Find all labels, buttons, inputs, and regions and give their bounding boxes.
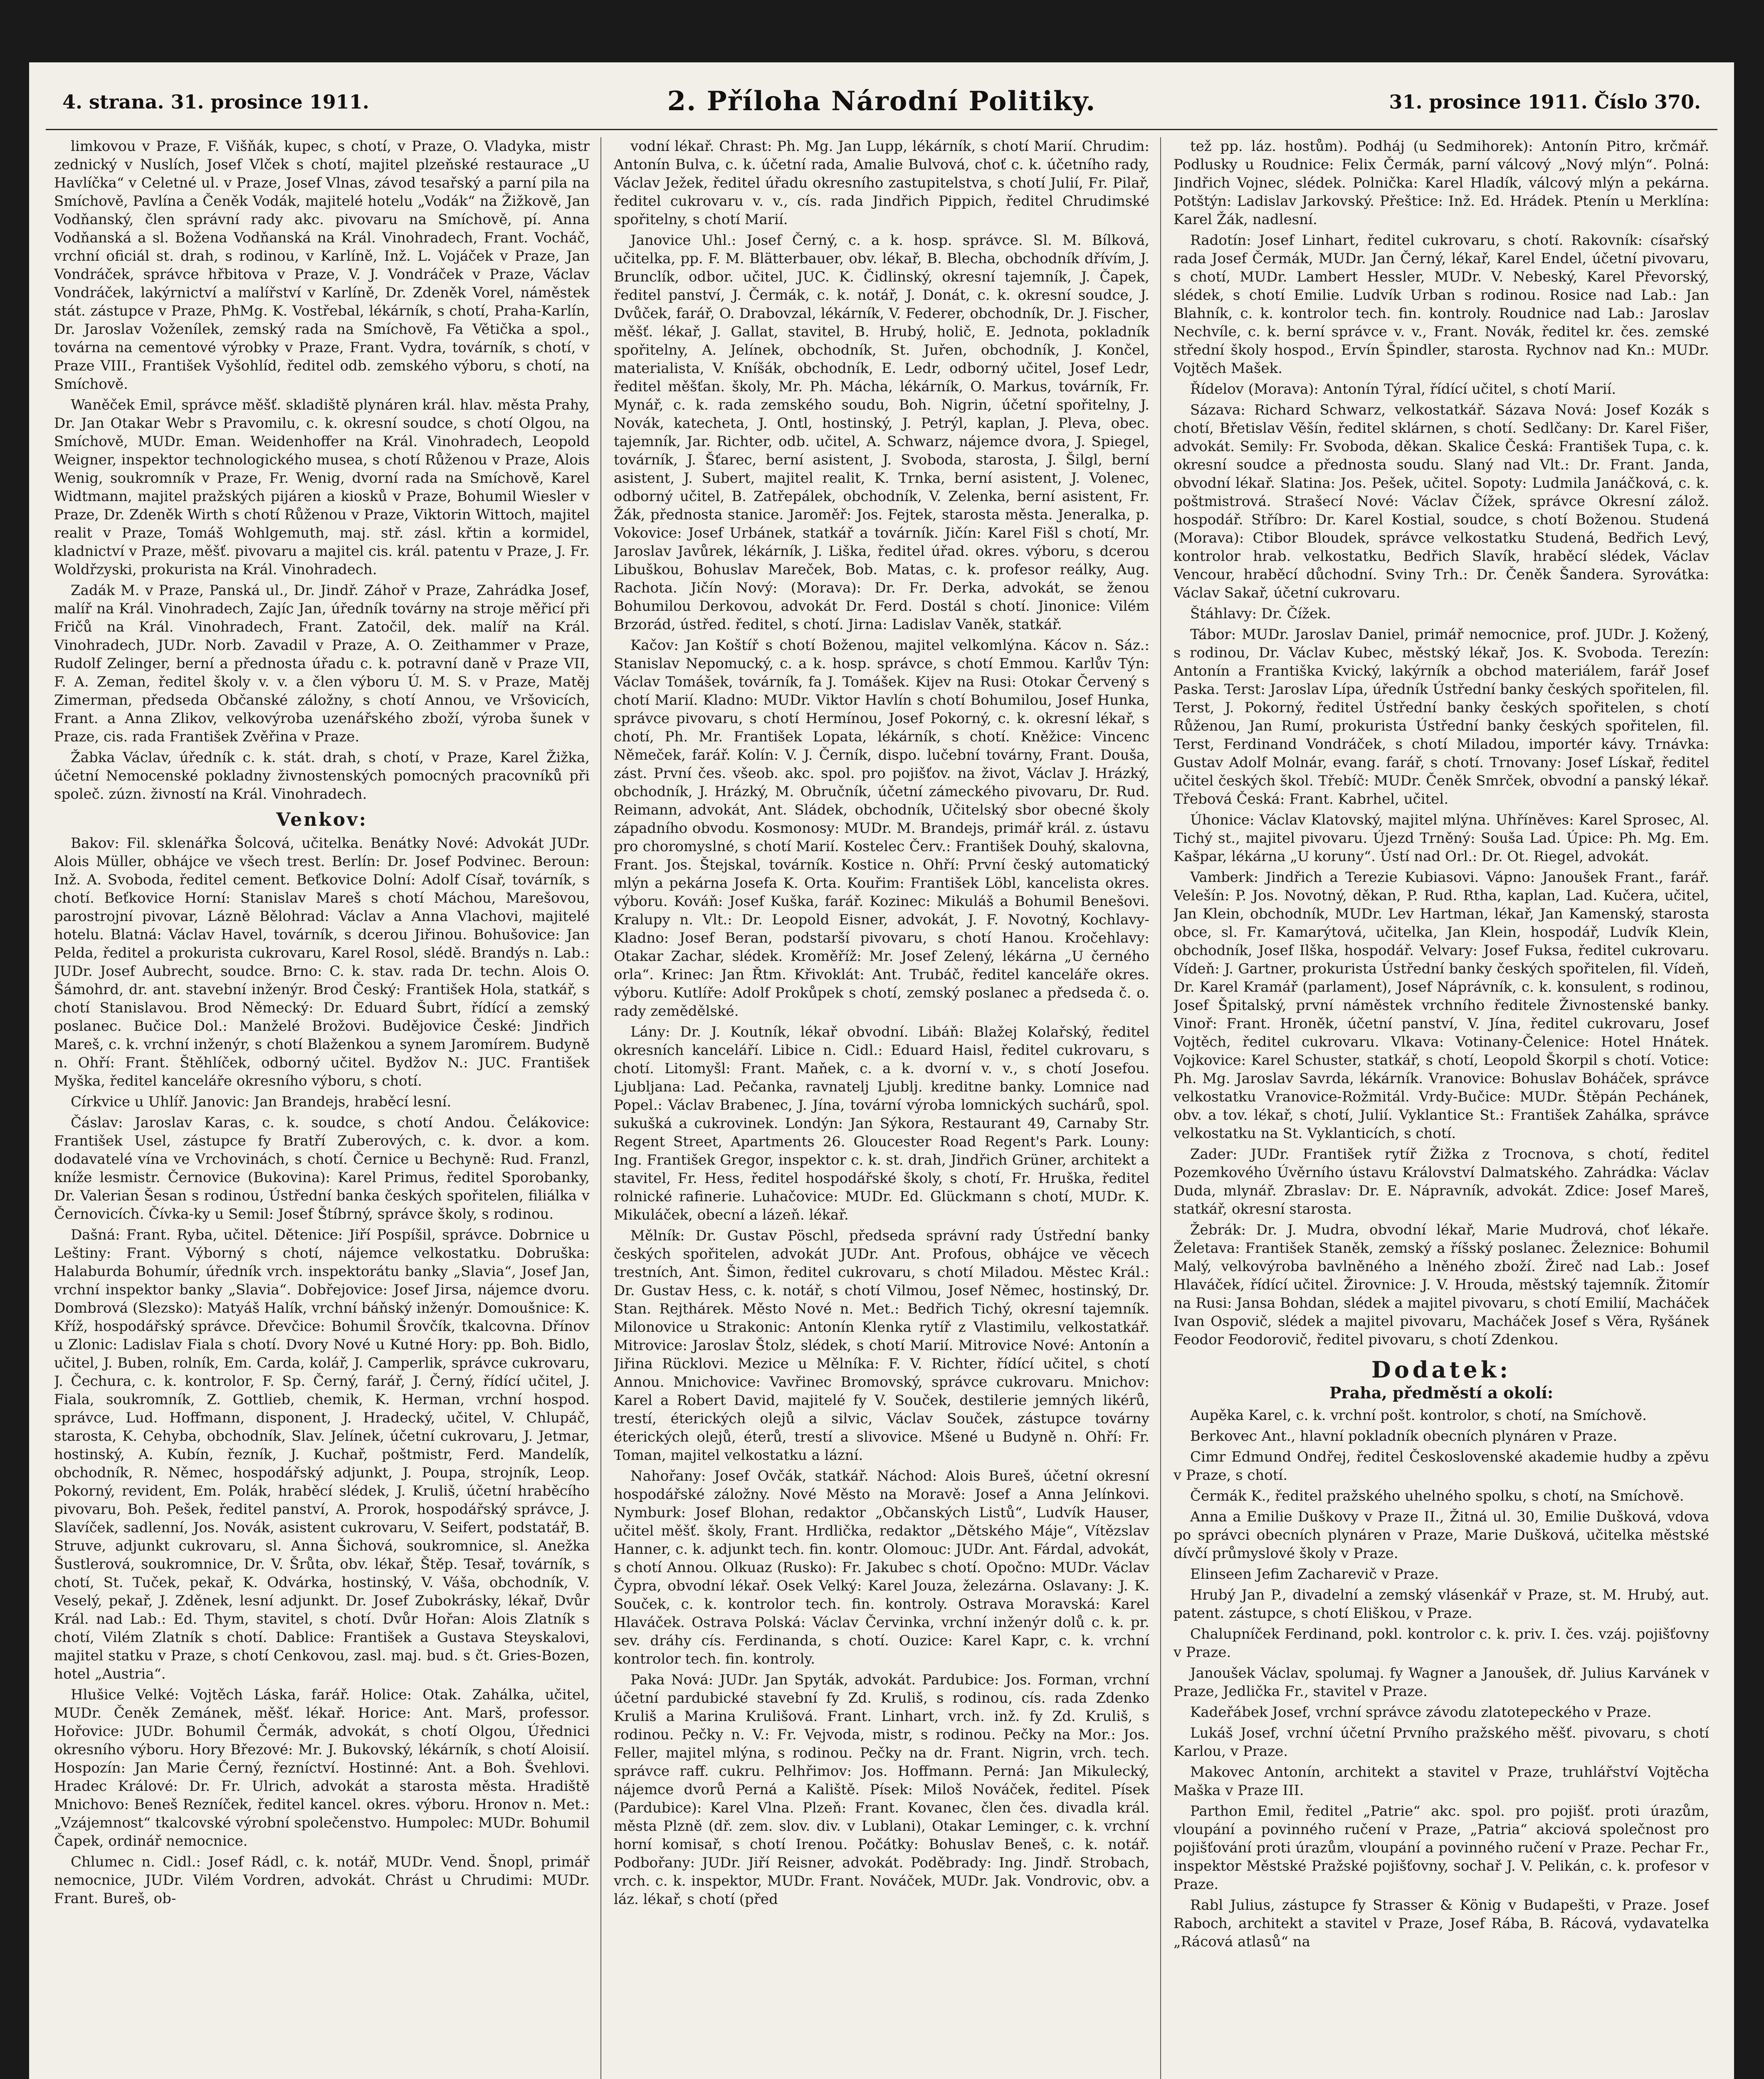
paragraph: Úhonice: Václav Klatovský, majitel mlýna. Uhříněves: Karel Sprosec, Al. Tichý st., majitel pivovaru. Újezd Trněný: Souša Lad. Úpice: Ph. Mg. Em. Kašpar, lékárna „U koruny“. Ústí nad Orl.: Dr. Ot. Riegel, advokát. — [1174, 812, 1709, 865]
paragraph: Berkovec Ant., hlavní pokladník obecních plynáren v Praze. — [1190, 1428, 1618, 1444]
paragraph: Lukáš Josef, vrchní účetní Prvního pražského měšť. pivovaru, s chotí Karlou, v Praze. — [1174, 1725, 1709, 1760]
paragraph: Chlumec n. Cidl.: Josef Rádl, c. k. notář, MUDr. Vend. Šnopl, primář nemocnice, JUDr. Vilém Vordren, advokát. Chrást u Chrudimi: MUDr. Frant. Bureš, ob- — [54, 1854, 590, 1907]
publication-title: 2. Příloha Národní Politiky. — [667, 86, 1096, 117]
paragraph: Církvice u Uhlíř. Janovic: Jan Brandejs, hraběcí lesní. — [71, 1094, 452, 1110]
paragraph: Vamberk: Jindřich a Terezie Kubiasovi. Vápno: Janoušek Frant., farář. Velešín: P. Jos. Novotný, děkan, P. Rud. Rtha, kaplan, Lad. Kučera, učitel, Jan Klein, obchodník, MUDr. Lev Hartman, lékař, Jan Kamenský, starosta obce, sl. Fr. Kamarýtová, učitelka, Jan Klein, hospodář, Ludvík Klein, obchodník, Josef Ilška, hospodář. Velvary: Josef Fuksa, ředitel cukrovaru. Vídeň: J. Gartner, prokurista Ústřední banky českých spořitelen, fil. Vídeň, Dr. Karel Kramář (parlament), Josef Náprávník, c. k. konsulent, s rodinou, Josef Špitalský, první náměstek vrchního ředitele Živnostenské banky. Vinoř: Frant. Hroněk, účetní panství, V. Jína, ředitel cukrovaru, Josef Vojtěch, ředitel cukrovaru. Vlkava: Votinany-Čelenice: Hotel Hnátek. Vojkovice: Karel Schuster, statkář, s chotí, Leopold Škorpil s chotí. Votice: Ph. Mg. Jaroslav Savrda, lékárník. Vranovice: Bohuslav Boháček, správce velkostatku Vranovice-Rožmitál. Vrdy-Bučice: MUDr. Štěpán Pechánek, obv. a tov. lékař, s chotí, Julií. Vyklantice St.: František Zahálka, správce velkostatku na St. Vyklanticích, s chotí. — [1174, 869, 1709, 1142]
paragraph: Zadák M. v Praze, Panská ul., Dr. Jindř. Záhoř v Praze, Zahrádka Josef, malíř na Král. Vinohradech, Zajíc Jan, úředník továrny na stroje měřicí při Fričů na Král. Vinohradech, Frant. Zatočil, dek. malíř na Král. Vinohradech, JUDr. Norb. Zavadil v Praze, A. O. Zeithammer v Praze, Rudolf Zelinger, berní a přednosta úřadu c. k. potravní daně v Praze VII, F. A. Zeman, ředitel školy v. v. a člen výboru Ú. M. S. v Praze, Matěj Zimerman, předseda Občanské záložny, s chotí Annou, ve Vršovicích, Frant. a Anna Zlikov, velkovýroba uzenářského zboží, výroba šunek v Praze, cis. rada František Zvěřina v Praze. — [54, 582, 590, 745]
paragraph: Mělník: Dr. Gustav Pöschl, předseda správní rady Ústřední banky českých spořitelen, advokát JUDr. Ant. Profous, obhájce ve věcech trestních, Ant. Šimon, ředitel cukrovaru, s chotí Miladou. Městec Král.: Dr. Gustav Hess, c. k. notář, s chotí Vilmou, Josef Němec, hostinský, Dr. Stan. Rejthárek. Město Nové n. Met.: Bedřich Tichý, okresní tajemník. Milonovice u Strakonic: Antonín Klenka rytíř z Vlastimilu, velkostatkář. Mitrovice: Jaroslav Štolz, slédek, s chotí Marií. Mitrovice Nové: Antonín a Jiřina Rücklovi. Mezice u Mělníka: F. V. Richter, řídící učitel, s chotí Annou. Mnichovice: Vavřinec Bromovský, správce cukrovaru. Mnichov: Karel a Robert David, majitelé fy V. Souček, destilerie jemných likérů, trestí, éterických olejů a silvic, Václav Souček, zástupce továrny éterických olejů, éterů, trestí a slivovice. Mšené u Budyně n. Ohří: Fr. Toman, majitel velkostatku a lázní. — [614, 1227, 1149, 1464]
newspaper-page — [29, 62, 1734, 2079]
paragraph: Dašná: Frant. Ryba, učitel. Dětenice: Jiří Pospíšil, správce. Dobrnice u Leštiny: Frant. Výborný s chotí, nájemce velkostatku. Dobruška: Halaburda Bohumír, úředník vrch. inspektorátu banky „Slavia“, Josef Jan, vrchní inspektor banky „Slavia“. Dobřejovice: Josef Jirsa, nájemce dvoru. Dombrová (Slezsko): Matyáš Halík, vrchní báňský inženýr. Domoušnice: K. Kříž, hospodářský správce. Dřevčice: Bohumil Šrovčík, tkalcovna. Dřínov u Zlonic: Ladislav Fiala s chotí. Dvory Nové u Kutné Hory: pp. Boh. Bidlo, učitel, J. Buben, rolník, Em. Carda, kolář, J. Camperlik, správce cukrovaru, J. Čechura, c. k. kontrolor, F. Sp. Černý, farář, J. Černý, řídící učitel, J. Fiala, soukromník, Z. Gottlieb, chemik, K. Herman, vrchní hospod. správce, Lud. Hoffmann, disponent, J. Hradecký, učitel, V. Chlupáč, starosta, K. Cehyba, obchodník, Slav. Jelínek, účetní cukrovaru, J. Jetmar, hostinský, A. Kubín, řezník, J. Kuchař, poštmistr, Ferd. Mandelík, obchodník, R. Němec, hospodářský adjunkt, J. Poupa, strojník, Leop. Pokorný, revident, Em. Polák, hraběcí slédek, J. Kruliš, účetní hraběcího pivovaru, Boh. Pešek, ředitel panství, A. Prorok, hospodářský správce, J. Slavíček, sadlenní, Jos. Novák, asistent cukrovaru, V. Seifert, podstatář, B. Struve, adjunkt cukrovaru, sl. Anna Šichová, soukromnice, sl. Anežka Šustlerová, soukromnice, Dr. V. Šrůta, obv. lékař, Štěp. Tesař, továrník, s chotí, St. Tuček, pekař, K. Odvárka, hostinský, V. Váša, obchodník, V. Veselý, pekař, J. Zděnek, lesní adjunkt. Dr. Josef Zubokrásky, lékař, Dvůr Král. nad Lab.: Ed. Thym, stavitel, s chotí. Dvůr Hořan: Alois Zlatník s chotí, Vilém Zlatník s chotí. Dablice: František a Gustava Steyskalovi, majitel statku v Praze, s chotí Cenkovou, zasl. maj. bud. s čt. Gries-Bozen, hotel „Austria“. — [54, 1227, 590, 1682]
section-heading-venkov: Venkov: — [276, 809, 368, 830]
paragraph: Chalupníček Ferdinand, pokl. kontrolor c. k. priv. I. čes. vzáj. pojišťovny v Praze. — [1174, 1626, 1709, 1661]
paragraph: Štáhlavy: Dr. Čížek. — [1190, 605, 1331, 622]
paragraph: Anna a Emilie Duškovy v Praze II., Žitná ul. 30, Emilie Dušková, vdova po správci obecních plynáren v Praze, Marie Dušková, učitelka městské dívčí průmyslové školy v Praze. — [1174, 1509, 1709, 1562]
paragraph: Řídelov (Morava): Antonín Týral, řídící učitel, s chotí Marií. — [1190, 381, 1616, 398]
paragraph: limkovou v Praze, F. Višňák, kupec, s chotí, v Praze, O. Vladyka, mistr zednický v Nuslích, Josef Vlček s chotí, majitel plzeňské restaurace „U Havlíčka“ v Celetné ul. v Praze, Josef Vlnas, závod tesařský a parní pila na Smíchově, Pavlína a Čeněk Vodák, majitelé hotelu „Vodák“ na Žižkově, Jan Vodňanský, člen správní rady akc. pivovaru na Smíchově, pí. Anna Vodňanská a sl. Božena Vodňanská na Král. Vinohradech, Frant. Vocháč, vrchní oficiál st. drah, s rodinou, v Karlíně, Inž. L. Vojáček v Praze, Jan Vondráček, správce hřbitova v Praze, V. J. Vondráček v Praze, Václav Vondráček, lakýrnictví a malířství v Karlíně, Dr. Zdeněk Vorel, náměstek stát. zástupce v Praze, PhMg. K. Vostřebal, lékárník, s chotí, Praha-Karlín, Dr. Jaroslav Voženílek, zemský rada na Smíchově, Fa Větička a spol., továrna na cementové výrobky v Praze, Frant. Vydra, továrník, s chotí, v Praze VIII., František Vyšohlíd, ředitel odb. zemského výboru, s chotí, na Smíchově. — [54, 138, 590, 393]
masthead — [46, 79, 1717, 130]
paragraph: Rabl Julius, zástupce fy Strasser & König v Budapešti, v Praze. Josef Raboch, architekt a stavitel v Praze, Josef Rába, B. Rácová, vydavatelka „Rácová atlasů“ na — [1174, 1897, 1709, 1950]
paragraph: Nahořany: Josef Ovčák, statkář. Náchod: Alois Bureš, účetní okresní hospodářské záložny. Nové Město na Moravě: Josef a Anna Jelínkovi. Nymburk: Josef Blohan, redaktor „Občanských Listů“, Ludvík Hauser, učitel měšť. školy, Frant. Hrdlička, redaktor „Dětského Máje“, Vítězslav Hanner, c. k. adjunkt tech. fin. kontr. Olomouc: JUDr. Ant. Fárdal, advokát, s chotí Annou. Olkuaz (Rusko): Fr. Jakubec s chotí. Opočno: MUDr. Václav Čypra, obvodní lékař. Osek Velký: Karel Jouza, železárna. Oslavany: J. K. Souček, c. k. kontrolor tech. fin. kontroly. Ostrava Moravská: Karel Hlaváček. Ostrava Polská: Václav Červinka, vrchní inženýr dolů c. k. pr. sev. dráhy cís. Ferdinanda, s chotí. Ouzice: Karel Kapr, c. k. vrchní kontrolor tech. fin. kontroly. — [614, 1468, 1149, 1667]
paragraph: Čermák K., ředitel pražského uhelného spolku, s chotí, na Smíchově. — [1190, 1488, 1684, 1504]
paragraph: Hrubý Jan P., divadelní a zemský vlásenkář v Praze, st. M. Hrubý, aut. patent. zástupce, s chotí Eliškou, v Praze. — [1174, 1587, 1709, 1622]
paragraph: Kadeřábek Josef, vrchní správce závodu zlatotepeckého v Praze. — [1190, 1704, 1652, 1721]
paragraph: tež pp. láz. hostům). Podháj (u Sedmihorek): Antonín Pitro, krčmář. Podlusky u Roudnice: Felix Čermák, parní válcový „Nový mlýn“. Polná: Jindřich Vojnec, slédek. Polnička: Karel Hladík, válcový mlýn a pekárna. Potštýn: Ladislav Jarkovský. Přeštice: Inž. Ed. Hrádek. Ptenín u Merklína: Karel Žák, nadlesní. — [1174, 138, 1709, 228]
paragraph: Zader: JUDr. František rytíř Žižka z Trocnova, s chotí, ředitel Pozemkového Úvěrního ústavu Království Dalmatského. Zahrádka: Václav Duda, mlynář. Zbraslav: Dr. E. Nápravník, advokát. Zdice: Josef Mareš, statkář, okresní starosta. — [1174, 1146, 1709, 1217]
paragraph: Cimr Edmund Ondřej, ředitel Československé akademie hudby a zpěvu v Praze, s chotí. — [1174, 1449, 1709, 1484]
column-3 — [1174, 137, 1709, 2079]
paragraph: Žebrák: Dr. J. Mudra, obvodní lékař, Marie Mudrová, choť lékaře. Želetava: František Staněk, zemský a říšský poslanec. Železnice: Bohumil Malý, velkovýroba bavlněného a lněného zboží. Žireč nad Lab.: Josef Hlaváček, řídící učitel. Žirovnice: J. V. Hrouda, městský tajemník. Žitomír na Rusi: Jansa Bohdan, slédek a majitel pivovaru, s chotí Emilií, Macháček Ivan Ospovič, slédek a majitel pivovaru, Macháček Josef s Věra, Ryšánek Feodor Feodorovič, ředitel pivovaru, s chotí Zdenkou. — [1174, 1222, 1709, 1348]
paragraph: Sázava: Richard Schwarz, velkostatkář. Sázava Nová: Josef Kozák s chotí, Břetislav Věšín, ředitel sklárnen, s chotí. Sedlčany: Dr. Karel Fišer, advokát. Semily: Fr. Svoboda, děkan. Skalice Česká: František Tupa, c. k. okresní soudce a přednosta soudu. Slaný nad Vlt.: Dr. Frant. Janda, obvodní lékař. Slatina: Jos. Pešek, učitel. Sopoty: Ludmila Janáčková, c. k. poštmistrová. Strašecí Nové: Václav Čížek, správce Okresní zálož. hospodář. Stříbro: Dr. Karel Kostial, soudce, s chotí Boženou. Studená (Morava): Ctibor Bloudek, správce velkostatku Studená, Bedřich Levý, kontrolor hrab. velkostatku, Bedřich Slavík, hraběcí slédek, Václav Vencour, hraběcí důchodní. Sviny Trh.: Dr. Čeněk Šandera. Syrovátka: Václav Sakař, účetní cukrovaru. — [1174, 402, 1709, 601]
section-heading-dodatek: Dodatek: — [1371, 1356, 1512, 1383]
paragraph: Parthon Emil, ředitel „Patrie“ akc. spol. pro pojišť. proti úrazům, vloupání a povinného ručení v Praze, „Patria“ akciová společnost pro pojišťování proti úrazům, vloupání a povinného ručení v Praze. Pechar Fr., inspektor Městské Pražské pojišťovny, sochař J. V. Pelikán, c. k. profesor v Praze. — [1174, 1803, 1709, 1893]
paragraph: Lány: Dr. J. Koutník, lékař obvodní. Libáň: Blažej Kolařský, ředitel okresních kanceláří. Libice n. Cidl.: Eduard Haisl, ředitel cukrovaru, s chotí. Litomyšl: Frant. Maňek, c. a k. dvorní v. v., s chotí Josefou. Ljubljana: Lad. Pečanka, ravnatelj Ljublj. kreditne banky. Lomnice nad Popel.: Václav Brabenec, J. Jína, tovární výroba lomnických suchárů, spol. sukušká a cukrovinek. Londýn: Jan Sýkora, Restaurant 49, Carnaby Str. Regent Street, Apartments 26. Gloucester Road Regent's Park. Louny: Ing. František Gregor, inspektor c. k. st. drah, Jindřich Grüner, architekt a stavitel, Fr. Hess, ředitel hospodářské školy, s chotí, Fr. Hruška, ředitel rolnické rafinerie. Luhačovice: MUDr. Ed. Glückmann s chotí, MUDr. K. Mikuláček, obecní a lázeň. lékař. — [614, 1024, 1149, 1223]
column-1 — [54, 137, 601, 2079]
paragraph: Janovice Uhl.: Josef Černý, c. a k. hosp. správce. Sl. M. Bílková, učitelka, pp. F. M. Blätterbauer, obv. lékař, B. Blecha, obchodník dřívím, J. Brunclík, odbor. učitel, JUC. K. Čidlinský, okresní tajemník, J. Čapek, ředitel panství, J. Čermák, c. k. notář, J. Donát, c. k. okresní soudce, J. Dvůček, farář, O. Drabovzal, lékárník, V. Federer, obchodník, Dr. J. Fischer, měšť. lékař, J. Gallat, stavitel, B. Hrubý, holič, E. Jednota, pokladník spořitelny, A. Jelínek, obchodník, St. Juřen, obchodník, J. Končel, materialista, V. Kníšák, obchodník, E. Ledr, odborný učitel, Josef Ledr, ředitel měšťan. školy, Mr. Ph. Mácha, lékárník, O. Markus, továrník, Fr. Mynář, c. k. rada zemského soudu, Boh. Nigrin, účetní spořitelny, J. Novák, katecheta, J. Ontl, hostinský, J. Petrýl, kaplan, J. Pleva, obec. tajemník, Jar. Richter, odb. učitel, A. Schwarz, nájemce dvora, J. Spiegel, továrník, J. Šťarec, berní asistent, J. Svoboda, starosta, J. Šilgl, berní asistent, J. Subert, majitel realit, K. Trnka, berní asistent, J. Volenec, odborný učitel, B. Zatřepálek, obchodník, V. Zelenka, berní asistent, Fr. Žák, přednosta stanice. Jaroměř: Jos. Fejtek, starosta města. Jeneralka, p. Vokovice: Josef Urbánek, statkář a továrník. Jičín: Karel Fišl s chotí, Mr. Jaroslav Javůrek, lékárník, J. Liška, ředitel úřad. okres. výboru, s dcerou Libuškou, Bohuslav Mareček, Bob. Matas, c. k. profesor reálky, Aug. Rachota. Jičín Nový: (Morava): Dr. Fr. Derka, advokát, se ženou Bohumilou Derkovou, advokát Dr. Ferd. Dostál s chotí. Jinonice: Vilém Brzorád, ústřed. ředitel, s chotí. Jirna: Ladislav Vaněk, statkář. — [614, 232, 1149, 633]
paragraph: Aupěka Karel, c. k. vrchní pošt. kontrolor, s chotí, na Smíchově. — [1190, 1407, 1647, 1424]
paragraph: vodní lékař. Chrast: Ph. Mg. Jan Lupp, lékárník, s chotí Marií. Chrudim: Antonín Bulva, c. k. účetní rada, Amalie Bulvová, choť c. k. účetního rady, Václav Ježek, ředitel úřadu okresního zastupitelstva, s chotí Julií, Fr. Pilař, ředitel cukrovaru v. v., cís. rada Jindřich Pippich, ředitel Chrudimské spořitelny, s chotí Marií. — [614, 138, 1149, 228]
issue-date-number: 31. prosince 1911. Číslo 370. — [1389, 91, 1701, 113]
paragraph: Žabka Václav, úředník c. k. stát. drah, s chotí, v Praze, Karel Žižka, účetní Nemocenské pokladny živnostenských pomocných pracovníků při společ. zúzn. živností na Král. Vinohradech. — [54, 749, 590, 802]
paragraph: Hlušice Velké: Vojtěch Láska, farář. Holice: Otak. Zahálka, učitel, MUDr. Čeněk Zemánek, měšť. lékař. Horice: Ant. Marš, professor. Hořovice: JUDr. Bohumil Čermák, advokát, s chotí Olgou, Úřednici okresního výboru. Hory Březové: Mr. J. Bukovský, lékárník, s chotí Aloisií. Hospozín: Jan Marie Černý, řezníctví. Hostinné: Ant. a Boh. Švehlovi. Hradec Králové: Dr. Fr. Ulrich, advokát a starosta města. Hradiště Mnichovo: Beneš Rezníček, ředitel kancel. okres. výboru. Hronov n. Met.: „Vzájemnost“ tkalcovské výrobní společenstvo. Humpolec: MUDr. Bohumil Čapek, ordinář nemocnice. — [54, 1686, 590, 1849]
paragraph: Janoušek Václav, spolumaj. fy Wagner a Janoušek, dř. Julius Karvánek v Praze, Jedlička Fr., stavitel v Praze. — [1174, 1665, 1709, 1700]
paragraph: Tábor: MUDr. Jaroslav Daniel, primář nemocnice, prof. JUDr. J. Kožený, s rodinou, Dr. Václav Kubec, městský lékař, Jos. K. Svoboda. Terezín: Antonín a Františka Kvický, lakýrník a obchod materiálem, farář Josef Paska. Terst: Jaroslav Lípa, úředník Ústřední banky českých spořitelen, fil. Terst, J. Pokorný, ředitel Ústřední banky českých spořitelen, s chotí Růženou, Jan Rumí, prokurista Ústřední banky českých spořitelen, fil. Terst, Ferdinand Vondráček, s chotí Miladou, importér kávy. Trnávka: Gustav Adolf Molnár, evang. farář, s chotí. Trnovany: Josef Lískař, ředitel učitel českých škol. Třebíč: MUDr. Čeněk Smrček, obvodní a panský lékař. Třebová Česká: Frant. Kabrhel, učitel. — [1174, 626, 1709, 807]
text-columns — [54, 137, 1709, 2079]
subheading-praha: Praha, předměstí a okolí: — [1329, 1383, 1554, 1402]
paragraph: Čáslav: Jaroslav Karas, c. k. soudce, s chotí Andou. Čelákovice: František Usel, zástupce fy Bratří Zuberových, c. k. dvor. a kom. dodavatelé vína ve Vrchovinách, s chotí. Černice u Bechyně: Rud. Franzl, kníže lesmistr. Černovice (Bukovina): Karel Primus, ředitel Sporobanky, Dr. Valerian Šesan s rodinou, Ústřední banka českých spořitelen, filiálka v Černovicích. Čívka-ky u Semil: Josef Štíbrný, správce školy, s rodinou. — [54, 1114, 590, 1222]
paragraph: Paka Nová: JUDr. Jan Spyták, advokát. Pardubice: Jos. Forman, vrchní účetní pardubické stavební fy Zd. Kruliš, s rodinou, cís. rada Zdenko Kruliš a Marina Krulišová. Frant. Linhart, vrch. inž. fy Zd. Kruliš, s rodinou. Pečky n. V.: Fr. Vejvoda, mistr, s rodinou. Pečky na Mor.: Jos. Feller, majitel mlýna, s rodinou. Pečky na dr. Frant. Nigrin, vrch. tech. správce raff. cukru. Pelhřimov: Jos. Hoffmann. Perná: Jan Mikulecký, nájemce dvorů Perná a Kaliště. Písek: Miloš Nováček, ředitel. Písek (Pardubice): Karel Vlna. Plzeň: Frant. Kovanec, člen čes. divadla král. města Plzně (dř. zem. slov. div. v Lublani), Otakar Leminger, c. k. vrchní horní komisař, s chotí Irenou. Počátky: Bohuslav Beneš, c. k. notář. Podbořany: JUDr. Jiří Reisner, advokát. Poděbrady: Ing. Jindř. Strobach, vrch. c. k. inspektor, MUDr. Frant. Nováček, MUDr. Jak. Vondrovic, obv. a láz. lékař, s chotí (před — [614, 1672, 1149, 1908]
column-2 — [614, 137, 1161, 2079]
paragraph: Makovec Antonín, architekt a stavitel v Praze, truhlářství Vojtěcha Maška v Praze III. — [1174, 1764, 1709, 1799]
paragraph: Kačov: Jan Koštíř s chotí Boženou, majitel velkomlýna. Kácov n. Sáz.: Stanislav Nepomucký, c. a k. hosp. správce, s chotí Emmou. Karlův Týn: Václav Tomášek, továrník, fa J. Tomášek. Kijev na Rusi: Otokar Červený s chotí Marií. Kladno: MUDr. Viktor Havlín s chotí Bohumilou, Josef Hunka, správce pivovaru, s chotí Hermínou, Josef Pokorný, c. k. okresní lékař, s chotí, Ph. Mr. František Lopata, lékárník, s chotí. Kněžice: Vincenc Němeček, farář. Kolín: V. J. Černík, dispo. lučební továrny, Frant. Douša, zást. První čes. všeob. akc. spol. pro pojišťov. na život, Václav J. Hrázký, obchodník, J. Hrázký, M. Obručník, účetní zámeckého pivovaru, Dr. Rud. Reimann, advokát, Ant. Sládek, obchodník, Učitelský sbor obecné školy západního obvodu. Kosmonosy: MUDr. M. Brandejs, primář král. z. ústavu pro choromyslné, s chotí Marií. Kostelec Červ.: František Douhý, skalovna, Frant. Jos. Štejskal, továrník. Kostice n. Ohří: První český automatický mlýn a pekárna Josefa K. Orta. Kouřim: František Löbl, kancelista okres. výboru. Kováň: Josef Kuška, farář. Kozinec: Mikuláš a Bohumil Benešovi. Kralupy n. Vlt.: Dr. Leopold Eisner, advokát, J. F. Novotný, Kochlavy-Kladno: Josef Beran, podstarší pivovaru, s chotí Hanou. Kročehlavy: Otakar Zachar, slédek. Kroměříž: Mr. Josef Zelený, lékárna „U černého orla“. Krinec: Jan Řtm. Křivoklát: Ant. Trubáč, ředitel kanceláře okres. výboru. Kutlíře: Adolf Prokůpek s chotí, zemský poslanec a předseda č. o. rady zemědělské. — [614, 637, 1149, 1020]
paragraph: Elinseen Jefim Zacharevič v Praze. — [1190, 1566, 1439, 1583]
paragraph: Waněček Emil, správce měšť. skladiště plynáren král. hlav. města Prahy, Dr. Jan Otakar Webr s Pravomilu, c. k. okresní soudce, s chotí Olgou, na Smíchově, MUDr. Eman. Weidenhoffer na Král. Vinohradech, Leopold Weigner, inspektor technologického musea, s chotí Růženou v Praze, Alois Wenig, soukromník v Praze, Fr. Wenig, dvorní rada na Smíchově, Karel Widtmann, majitel pražských pijáren a kiosků v Praze, Bohumil Wiesler v Praze, Dr. Zdeněk Wirth s chotí Růženou v Praze, Viktorin Wittoch, majitel realit v Praze, Tomáš Wohlgemuth, maj. stř. zásl. křtin a kormidel, kladnictví v Praze, měšť. pivovaru a majitel cis. král. patentu v Praze, J. Fr. Woldřzyski, prokurista na Král. Vinohradech. — [54, 397, 590, 578]
paragraph: Radotín: Josef Linhart, ředitel cukrovaru, s chotí. Rakovník: císařský rada Josef Čermák, MUDr. Jan Černý, lékař, Karel Endel, účetní pivovaru, s chotí, MUDr. Lambert Hessler, MUDr. V. Nebeský, Karel Převorský, slédek, s chotí Emilie. Ludvík Urban s rodinou. Rosice nad Lab.: Jan Blahník, c. k. kontrolor tech. fin. kontroly. Roudnice nad Lab.: Jaroslav Nechvíle, c. k. berní správce v. v., Frant. Novák, ředitel kr. čes. zemské střední školy hospod., Ervín Špindler, starosta. Rychnov nad Kn.: MUDr. Vojtěch Mašek. — [1174, 232, 1709, 377]
paragraph: Bakov: Fil. sklenářka Šolcová, učitelka. Benátky Nové: Advokát JUDr. Alois Müller, obhájce ve všech trest. Berlín: Dr. Josef Podvinec. Beroun: Inž. A. Svoboda, ředitel cement. Beťkovice Dolní: Adolf Císař, továrník, s chotí. Beťkovice Horní: Stanislav Mareš s chotí Máchou, Marešovou, parostrojní pivovar, Lázně Bělohrad: Václav a Anna Vlachovi, majitelé hotelu. Blatná: Václav Havel, továrník, s dcerou Jiřinou. Bohušovice: Jan Pelda, ředitel a prokurista cukrovaru, Karel Rosol, slédě. Brandýs n. Lab.: JUDr. Josef Aubrecht, soudce. Brno: C. k. stav. rada Dr. techn. Alois O. Šámohrd, dr. ant. stavební inženýr. Brod Český: František Hola, statkář, s chotí Stanislavou. Brod Německý: Dr. Eduard Šubrt, řídící a zemský poslanec. Bučice Dol.: Manželé Brožovi. Budějovice České: Jindřich Mareš, c. k. vrchní inženýr, s chotí Blaženkou a synem Jaromírem. Budyně n. Ohří: Frant. Štěhlíček, odborný učitel. Bydžov N.: JUC. František Myška, ředitel kanceláře okresního výboru, s chotí. — [54, 835, 590, 1089]
page-number-date: 4. strana. 31. prosince 1911. — [62, 91, 369, 113]
